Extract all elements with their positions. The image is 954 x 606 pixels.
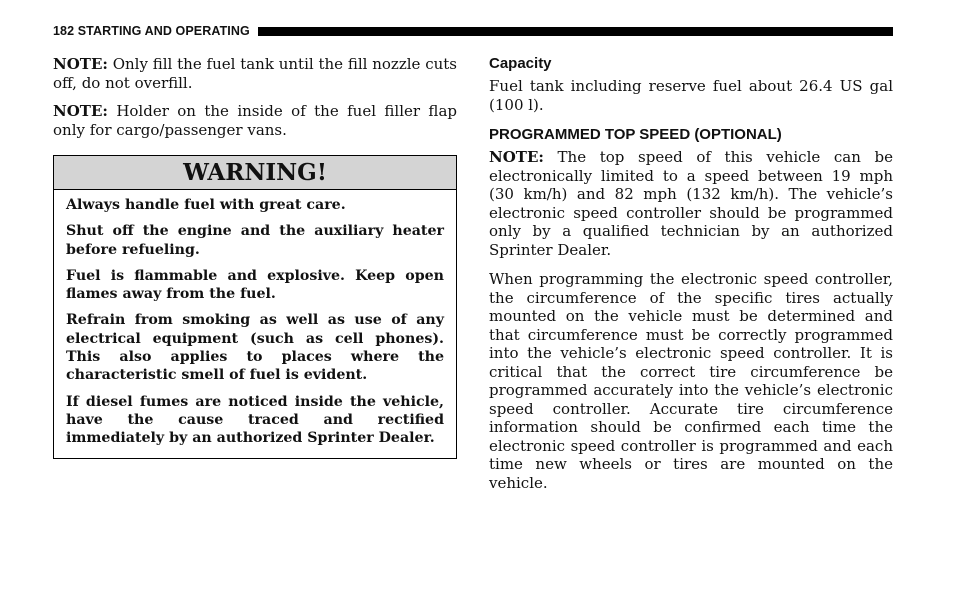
warning-item: Shut off the engine and the auxiliary heater before refueling. xyxy=(66,223,444,258)
warning-box xyxy=(53,155,457,459)
capacity-heading: Capacity xyxy=(489,55,552,72)
warning-title: WARNING! xyxy=(54,156,456,190)
note-fill-nozzle xyxy=(53,55,457,92)
page-header xyxy=(53,21,893,41)
note-text: Holder on the inside of the fuel filler flap only for cargo/passenger vans. xyxy=(53,102,457,139)
top-speed-note xyxy=(489,148,893,259)
warning-item: Refrain from smoking as well as use of any electrical equipment (such as cell phones). This also applies to places where the characteristic smell of fuel is evident. xyxy=(66,312,444,384)
note-text: Only fill the fuel tank until the fill nozzle cuts off, do not overfill. xyxy=(53,55,457,92)
page-header-label: 182 STARTING AND OPERATING xyxy=(53,24,250,38)
tire-circumference-paragraph: When programming the electronic speed controller, the circumference of the specific tires actually mounted on the vehicle must be determined and that circumference must be correctly programmed into the vehicle’s electronic speed controller. It is critical that the correct tire circumference be programmed accurately into the vehicle’s electronic speed controller. Accurate tire circumference information should be confirmed each time the electronic speed controller is programmed and each time new wheels or tires are mounted on the vehicle. xyxy=(489,270,893,492)
note-text: The top speed of this vehicle can be electronically limited to a speed between 19 mph (30 km/h) and 82 mph (132 km/h). The vehicle’s electronic speed controller should be programmed only by a qualified technician by an authorized Sprinter Dealer. xyxy=(489,148,893,259)
left-column xyxy=(53,55,457,459)
warning-item: If diesel fumes are noticed inside the vehicle, have the cause traced and rectified immediately by an authorized Sprinter Dealer. xyxy=(66,393,444,447)
note-label: NOTE: xyxy=(489,148,544,166)
note-label: NOTE: xyxy=(53,55,108,73)
header-rule xyxy=(258,27,893,36)
note-filler-flap xyxy=(53,102,457,139)
warning-body xyxy=(54,190,456,458)
capacity-text: Fuel tank including reserve fuel about 26.4 US gal (100 l). xyxy=(489,77,893,114)
warning-item: Always handle fuel with great care. xyxy=(66,197,346,213)
warning-item: Fuel is flammable and explosive. Keep open flames away from the fuel. xyxy=(66,267,444,303)
top-speed-heading: PROGRAMMED TOP SPEED (OPTIONAL) xyxy=(489,126,782,143)
right-column xyxy=(489,55,893,503)
note-label: NOTE: xyxy=(53,102,108,120)
